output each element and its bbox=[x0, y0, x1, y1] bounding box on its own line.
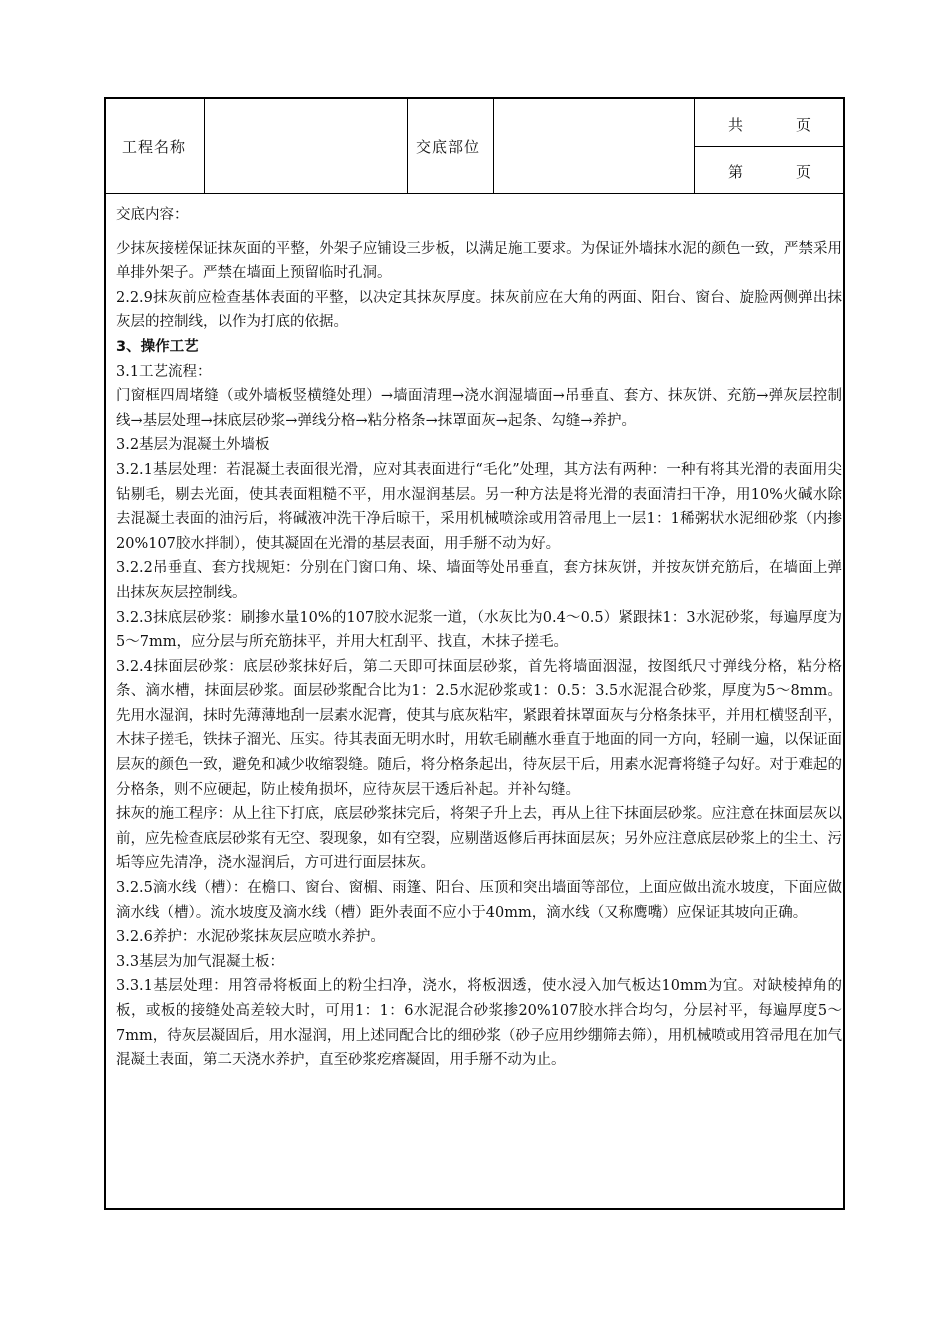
paragraph: 3.2基层为混凝土外墙板 bbox=[116, 437, 270, 454]
total-pages-label: 共 bbox=[728, 116, 744, 134]
paragraph: 3.2.4抹面层砂浆：底层砂浆抹好后，第二天即可抹面层砂浆，首先将墙面洇湿，按图纸尺寸弹线分格，粘分格条、滴水槽，抹面层砂浆。面层砂浆配合比为1：2.5水泥砂浆或1：0.5：3.5水泥混合砂浆，厚度为5～8mm。先用水湿润，抹时先薄薄地刮一层素水泥膏，使其与底灰粘牢，紧跟着抹罩面灰与分格条抹平，并用杠横竖刮平，木抹子搓毛，铁抹子溜光、压实。待其表面无明水时，用软毛刷蘸水垂直于地面的同一方向，轻刷一遍，以保证面层灰的颜色一致，避免和减少收缩裂缝。随后，将分格条起出，待灰层干后，用素水泥膏将缝子勾好。对于难起的分格条，则不应硬起，防止棱角损坏，应待灰层干透后补起。并补勾缝。 bbox=[116, 658, 842, 798]
paragraph: 3.2.3抹底层砂浆：刷掺水量10%的107胶水泥浆一道，（水灰比为0.4～0.5）紧跟抹1：3水泥砂浆，每遍厚度为5～7mm，应分层与所充筋抹平，并用大杠刮平、找直，木抹子搓毛。 bbox=[116, 609, 842, 651]
paragraph: 3.3基层为加气混凝土板： bbox=[116, 953, 285, 970]
content-intro-label: 交底内容： bbox=[116, 207, 189, 223]
paragraph: 3.2.1基层处理：若混凝土表面很光滑，应对其表面进行“毛化”处理，其方法有两种：一种有将其光滑的表面用尖钻剔毛，剔去光面，使其表面粗糙不平，用水湿润基层。另一种方法是将光滑的表面清扫干净，用10%火碱水除去混凝土表面的油污后，将碱液冲洗干净后晾干，采用机械喷涂或用笤帚甩上一层1：1稀粥状水泥细砂浆（内掺20%107胶水拌制），使其凝固在光滑的基层表面，用手掰不动为好。 bbox=[116, 461, 842, 552]
paragraph: 3.2.5滴水线（槽）：在檐口、窗台、窗楣、雨篷、阳台、压顶和突出墙面等部位，上面应做出流水坡度，下面应做滴水线（槽）。流水坡度及滴水线（槽）距外表面不应小于40mm，滴水线（又称鹰嘴）应保证其坡向正确。 bbox=[116, 880, 842, 921]
divider bbox=[204, 99, 205, 193]
paragraph: 3.2.6养护：水泥砂浆抹灰层应喷水养护。 bbox=[116, 929, 385, 946]
project-name-label: 工程名称 bbox=[122, 138, 187, 156]
page-number-label: 第 bbox=[728, 163, 744, 181]
header-table bbox=[106, 99, 843, 194]
paragraph: 2.2.9抹灰前应检查基体表面的平整，以决定其抹灰厚度。抹灰前应在大角的两面、阳台、窗台、旋脸两侧弹出抹灰层的控制线，以作为打底的依据。 bbox=[116, 289, 842, 331]
divider bbox=[694, 146, 843, 147]
disclosure-content bbox=[116, 203, 842, 1073]
divider bbox=[407, 99, 408, 193]
paragraph: 抹灰的施工程序：从上往下打底，底层砂浆抹完后，将架子升上去，再从上往下抹面层砂浆。应注意在抹面层灰以前，应先检查底层砂浆有无空、裂现象，如有空裂，应剔凿返修后再抹面层灰；另外应注意底层砂浆上的尘土、污垢等应先清净，浇水湿润后，方可进行面层抹灰。 bbox=[116, 806, 842, 872]
paragraph: 3.2.2吊垂直、套方找规矩：分别在门窗口角、垛、墙面等处吊垂直，套方抹灰饼，并按灰饼充筋后，在墙面上弹出抹灰灰层控制线。 bbox=[116, 560, 842, 601]
page-number-suffix: 页 bbox=[796, 163, 812, 181]
location-label: 交底部位 bbox=[416, 138, 481, 156]
section-heading: 3、操作工艺 bbox=[116, 338, 199, 355]
paragraph: 3.1工艺流程： bbox=[116, 363, 212, 380]
paragraph: 少抹灰接槎保证抹灰面的平整，外架子应铺设三步板，以满足施工要求。为保证外墙抹水泥的颜色一致，严禁采用单排外架子。严禁在墙面上预留临时孔洞。 bbox=[116, 240, 842, 282]
divider bbox=[493, 99, 494, 193]
disclosure-sheet bbox=[104, 97, 845, 1210]
paragraph: 门窗框四周堵缝（或外墙板竖横缝处理）→墙面清理→浇水润湿墙面→吊垂直、套方、抹灰饼、充筋→弹灰层控制线→基层处理→抹底层砂浆→弹线分格→粘分格条→抹罩面灰→起条、勾缝→养护。 bbox=[116, 388, 842, 429]
total-pages-suffix: 页 bbox=[796, 116, 812, 134]
paragraph: 3.3.1基层处理：用笤帚将板面上的粉尘扫净，浇水，将板洇透，使水浸入加气板达10mm为宜。对缺棱掉角的板，或板的接缝处高差较大时，可用1：1：6水泥混合砂浆掺20%107胶水拌合均匀，分层衬平，每遍厚度5～7mm，待灰层凝固后，用水湿润，用上述同配合比的细砂浆（砂子应用纱绷筛去筛），用机械喷或用笤帚甩在加气混凝土表面，第二天浇水养护，直至砂浆疙瘩凝固，用手掰不动为止。 bbox=[116, 978, 842, 1069]
